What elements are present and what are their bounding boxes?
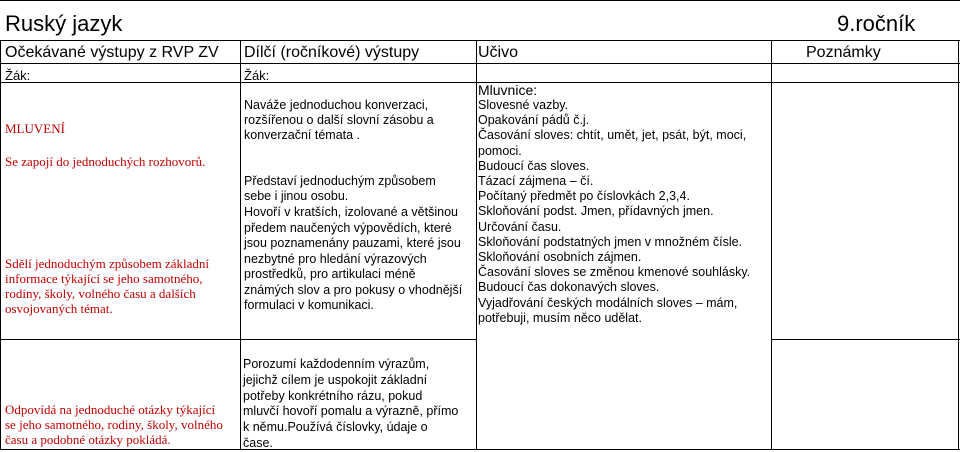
col-border-3 (771, 40, 772, 450)
ucivo-item: Časování sloves se změnou kmenové souhlásky. (478, 265, 751, 280)
col-border-1 (240, 40, 241, 450)
dilci-block-2: Představí jednoduchým způsobem sebe i jinou osobu. (244, 174, 436, 203)
row-divider (0, 339, 476, 340)
zak-label-mid: Žák: (244, 68, 270, 83)
ucivo-item: Tázací zájmena – čí. (478, 174, 594, 189)
top-border (0, 0, 960, 1)
ucivo-item: Počítaný předmět po číslovkách 2,3,4. (478, 189, 690, 204)
dilci-block-1: Naváže jednoduchou konverzaci, rozšířenou o další slovní zásobu a konverzační témata . (244, 98, 434, 142)
ucivo-item: Skloňování podstatných jmen v množném čísle. (478, 234, 743, 249)
ucivo-heading: Mluvnice: (478, 82, 538, 98)
ucivo-item: Slovesné vazby. (478, 98, 569, 112)
ucivo-item: Opakování pádů č.j. (478, 113, 590, 128)
ucivo-item: potřebuji, musím něco udělat. (478, 310, 642, 325)
ucivo-item: Určování času. (478, 219, 562, 234)
ucivo-item: Vyjadřování českých modálních sloves – mám, (478, 295, 738, 310)
zak-label-left: Žák: (5, 68, 31, 83)
col-header-dilci: Dílčí (ročníkové) výstupy (244, 44, 420, 61)
grade-title: 9.ročník (837, 11, 916, 36)
rvp-item-1: Se zapojí do jednoduchých rozhovorů. (5, 154, 206, 169)
ucivo-item: Skloňování podst. Jmen, přídavných jmen. (478, 204, 714, 219)
row-divider-right (771, 339, 960, 340)
ucivo-item: Časování sloves: chtít, umět, jet, psát, být, moci, (478, 128, 747, 143)
ucivo-item: Budoucí čas sloves. (478, 158, 590, 173)
ucivo-item: pomoci. (478, 143, 522, 158)
rvp-item-2: Sdělí jednoduchým způsobem základní informace týkající se jeho samotného, rodiny, školy, volného času a dalších osvojovaných témat. (5, 256, 209, 316)
col-border-2 (476, 40, 477, 450)
ucivo-list (478, 98, 750, 326)
dilci-block-3: Hovoří v kratších, izolované a většinou předem naučených výpovědích, které jsou poznamenány pauzami, které jsou nezbytné pro hledání výrazových prostředků, pro artikulaci méně známých slov a pro pokusy o vhodnější formulaci v komunikaci. (244, 205, 463, 312)
bottom-border (0, 449, 960, 450)
col-header-poznamky: Poznámky (806, 44, 881, 61)
subject-title: Ruský jazyk (5, 11, 123, 36)
header-divider-1 (0, 40, 960, 41)
ucivo-item: Budoucí čas dokonavých sloves. (478, 280, 660, 295)
col-header-rvp: Očekávané výstupy z RVP ZV (5, 44, 219, 61)
col-border-right (958, 40, 959, 450)
rvp-item-3: Odpovídá na jednoduché otázky týkající se jeho samotného, rodiny, školy, volného času a podobné otázky pokládá. (5, 402, 223, 447)
col-header-ucivo: Učivo (478, 44, 519, 61)
ucivo-item: Skloňování osobních zájmen. (478, 250, 642, 265)
dilci-block-4: Porozumí každodenním výrazům, jejichž cílem je uspokojit základní potřeby konkrétního rázu, pokud mluvčí hovoří pomalu a výrazně, přímo k němu.Používá číslovky, údaje o čase. (243, 357, 459, 450)
rvp-mluveni: MLUVENÍ (5, 121, 65, 136)
col-border-left (0, 40, 1, 450)
header-divider-2 (0, 63, 960, 64)
